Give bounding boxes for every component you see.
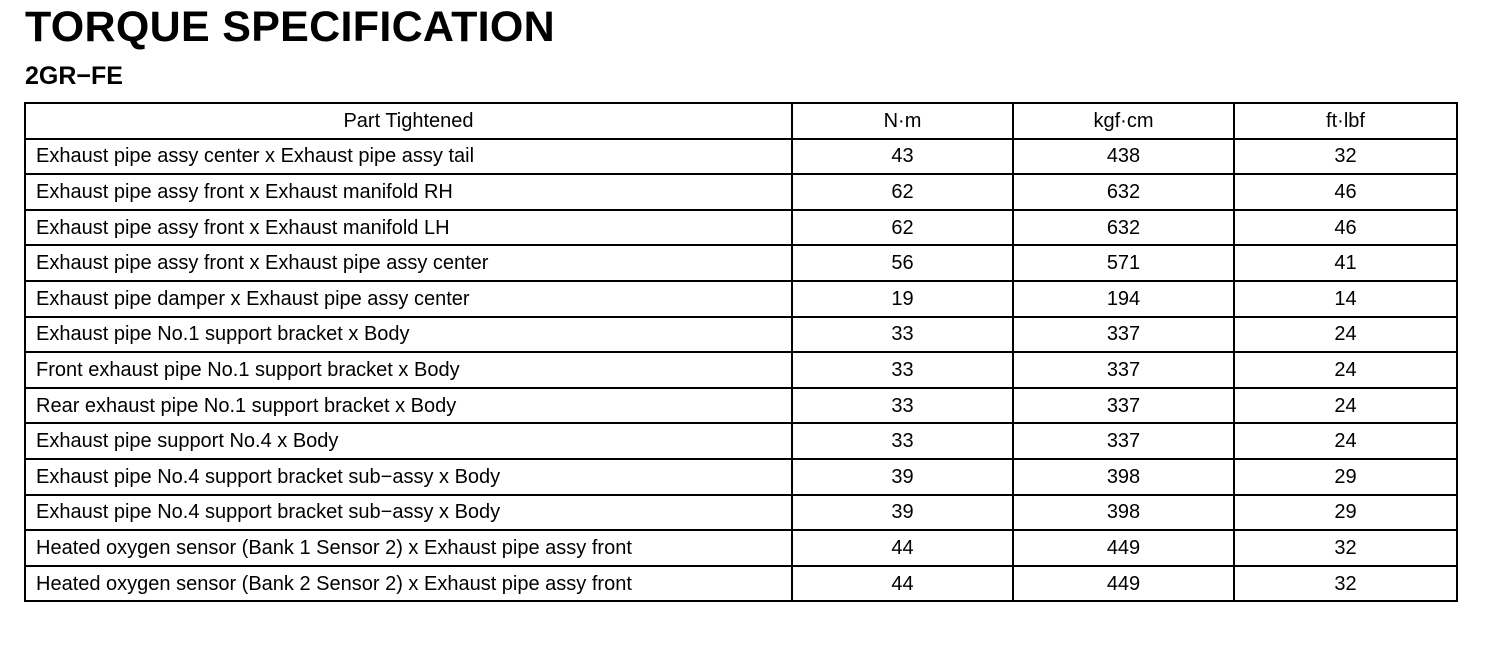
kgf-cm-cell: 632 xyxy=(1013,210,1234,246)
table-row xyxy=(25,210,1457,246)
ft-lbf-cell: 41 xyxy=(1234,245,1457,281)
nm-cell: 56 xyxy=(792,245,1013,281)
part-cell: Exhaust pipe assy front x Exhaust pipe assy center xyxy=(25,245,792,281)
engine-code-subtitle: 2GR−FE xyxy=(25,62,123,90)
nm-cell: 33 xyxy=(792,423,1013,459)
table-row xyxy=(25,566,1457,602)
page-title: TORQUE SPECIFICATION xyxy=(25,3,555,51)
part-cell: Exhaust pipe support No.4 x Body xyxy=(25,423,792,459)
nm-cell: 33 xyxy=(792,317,1013,353)
part-cell: Exhaust pipe No.4 support bracket sub−assy x Body xyxy=(25,459,792,495)
part-cell: Front exhaust pipe No.1 support bracket x Body xyxy=(25,352,792,388)
table-row xyxy=(25,459,1457,495)
nm-cell: 39 xyxy=(792,459,1013,495)
table-row xyxy=(25,352,1457,388)
nm-cell: 44 xyxy=(792,566,1013,602)
torque-spec-table xyxy=(24,102,1458,602)
header-part-tightened: Part Tightened xyxy=(25,103,792,139)
kgf-cm-cell: 449 xyxy=(1013,566,1234,602)
nm-cell: 33 xyxy=(792,388,1013,424)
kgf-cm-cell: 438 xyxy=(1013,139,1234,175)
kgf-cm-cell: 337 xyxy=(1013,317,1234,353)
table-row xyxy=(25,423,1457,459)
part-cell: Rear exhaust pipe No.1 support bracket x Body xyxy=(25,388,792,424)
ft-lbf-cell: 32 xyxy=(1234,566,1457,602)
ft-lbf-cell: 29 xyxy=(1234,459,1457,495)
part-cell: Heated oxygen sensor (Bank 2 Sensor 2) x Exhaust pipe assy front xyxy=(25,566,792,602)
part-cell: Exhaust pipe damper x Exhaust pipe assy center xyxy=(25,281,792,317)
part-cell: Exhaust pipe assy center x Exhaust pipe assy tail xyxy=(25,139,792,175)
nm-cell: 62 xyxy=(792,174,1013,210)
ft-lbf-cell: 14 xyxy=(1234,281,1457,317)
part-cell: Exhaust pipe assy front x Exhaust manifold LH xyxy=(25,210,792,246)
table-row xyxy=(25,388,1457,424)
part-cell: Exhaust pipe assy front x Exhaust manifold RH xyxy=(25,174,792,210)
header-kgf-cm: kgf·cm xyxy=(1013,103,1234,139)
nm-cell: 62 xyxy=(792,210,1013,246)
table-row xyxy=(25,317,1457,353)
nm-cell: 39 xyxy=(792,495,1013,531)
ft-lbf-cell: 32 xyxy=(1234,139,1457,175)
ft-lbf-cell: 46 xyxy=(1234,210,1457,246)
header-row xyxy=(25,103,1457,139)
nm-cell: 43 xyxy=(792,139,1013,175)
table-row xyxy=(25,245,1457,281)
table-body xyxy=(25,139,1457,602)
nm-cell: 33 xyxy=(792,352,1013,388)
nm-cell: 44 xyxy=(792,530,1013,566)
table-row xyxy=(25,530,1457,566)
ft-lbf-cell: 29 xyxy=(1234,495,1457,531)
table-row xyxy=(25,174,1457,210)
table-row xyxy=(25,495,1457,531)
kgf-cm-cell: 337 xyxy=(1013,423,1234,459)
table-row xyxy=(25,139,1457,175)
kgf-cm-cell: 337 xyxy=(1013,352,1234,388)
header-ft-lbf: ft·lbf xyxy=(1234,103,1457,139)
kgf-cm-cell: 632 xyxy=(1013,174,1234,210)
table-row xyxy=(25,281,1457,317)
ft-lbf-cell: 46 xyxy=(1234,174,1457,210)
ft-lbf-cell: 24 xyxy=(1234,423,1457,459)
part-cell: Heated oxygen sensor (Bank 1 Sensor 2) x Exhaust pipe assy front xyxy=(25,530,792,566)
part-cell: Exhaust pipe No.4 support bracket sub−assy x Body xyxy=(25,495,792,531)
kgf-cm-cell: 194 xyxy=(1013,281,1234,317)
nm-cell: 19 xyxy=(792,281,1013,317)
kgf-cm-cell: 571 xyxy=(1013,245,1234,281)
ft-lbf-cell: 24 xyxy=(1234,317,1457,353)
part-cell: Exhaust pipe No.1 support bracket x Body xyxy=(25,317,792,353)
kgf-cm-cell: 337 xyxy=(1013,388,1234,424)
kgf-cm-cell: 398 xyxy=(1013,459,1234,495)
ft-lbf-cell: 24 xyxy=(1234,388,1457,424)
table-header xyxy=(25,103,1457,139)
ft-lbf-cell: 24 xyxy=(1234,352,1457,388)
ft-lbf-cell: 32 xyxy=(1234,530,1457,566)
header-nm: N·m xyxy=(792,103,1013,139)
kgf-cm-cell: 398 xyxy=(1013,495,1234,531)
kgf-cm-cell: 449 xyxy=(1013,530,1234,566)
